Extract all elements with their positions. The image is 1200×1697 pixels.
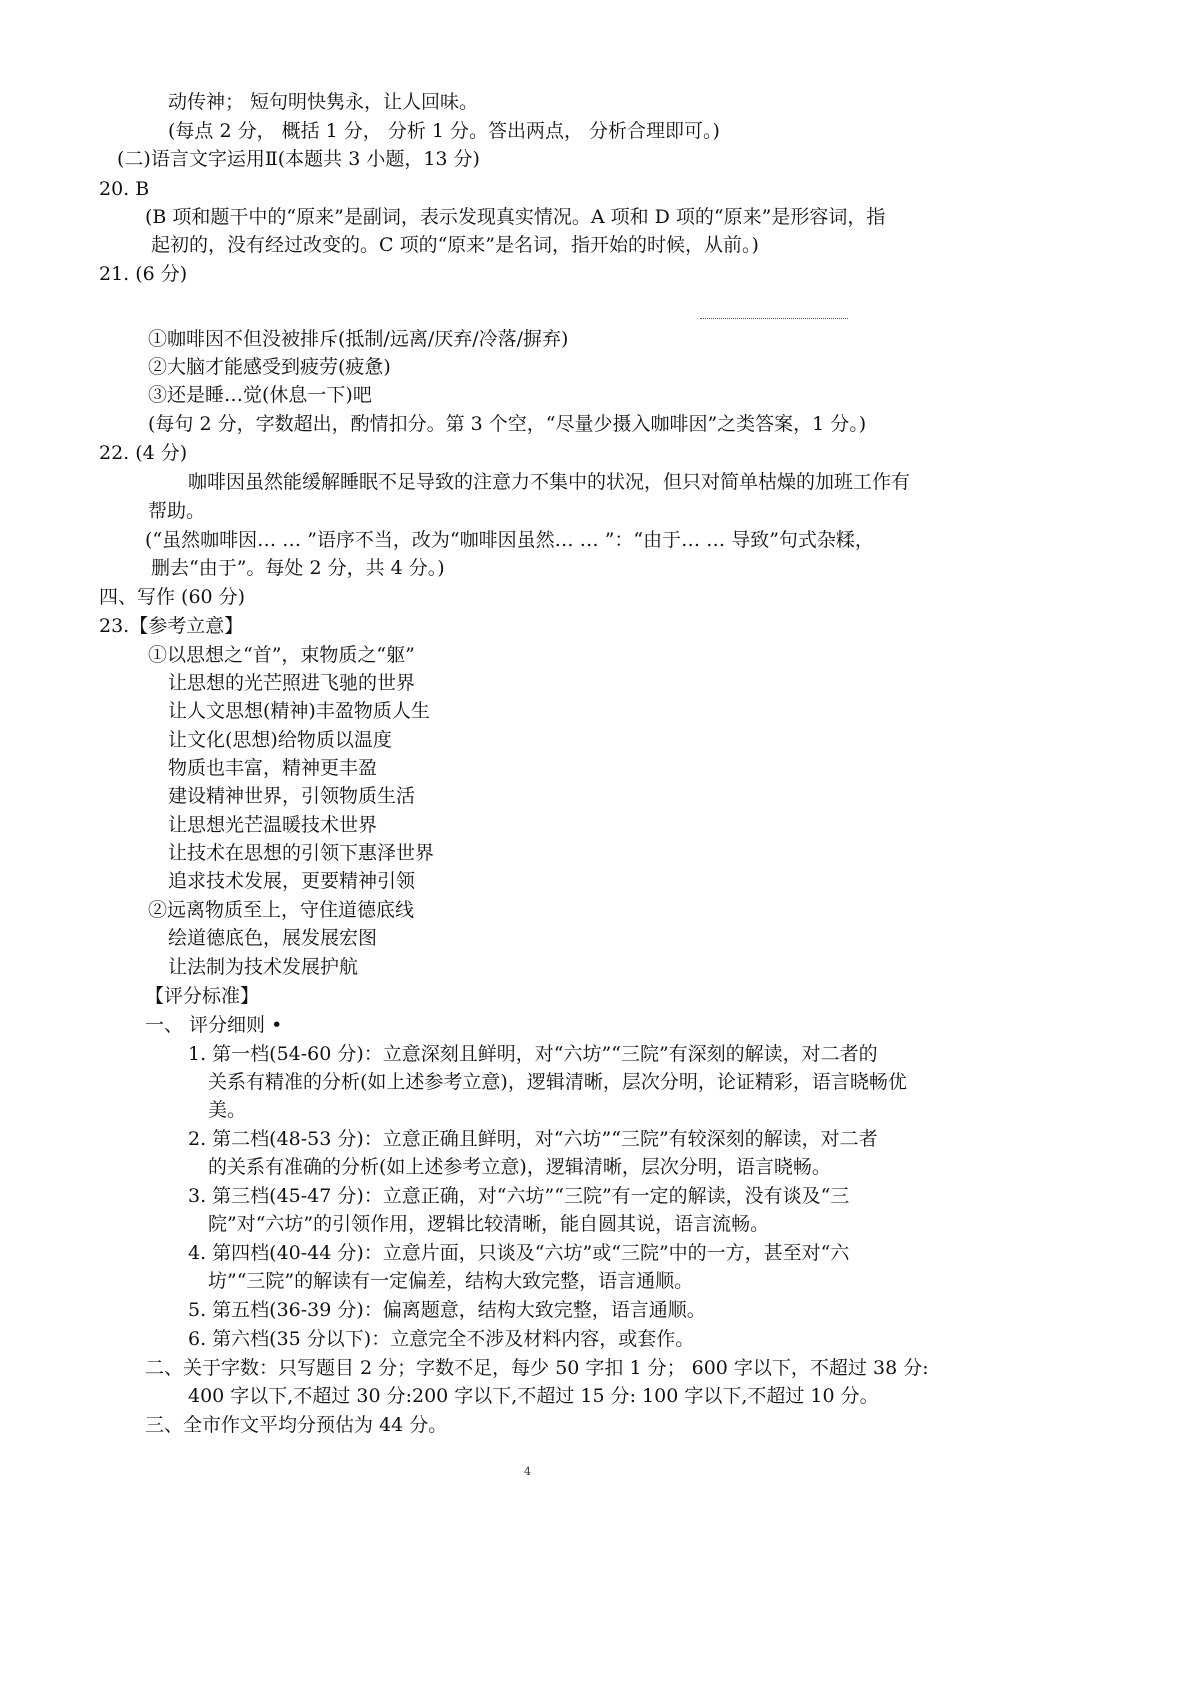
text-line: 关系有精准的分析(如上述参考立意)，逻辑清晰，层次分明，论证精彩，语言晓畅优 bbox=[208, 1071, 907, 1093]
section-heading: 四、写作 (60 分) bbox=[99, 586, 246, 608]
page-number: 4 bbox=[524, 1465, 531, 1478]
text-line: 二、关于字数：只写题目 2 分；字数不足，每少 50 字扣 1 分； 600 字以下，不超过 38 分: bbox=[145, 1357, 929, 1379]
text-line: 6. 第六档(35 分以下)：立意完全不涉及材料内容，或套作。 bbox=[188, 1328, 695, 1350]
text-line: 院”对“六坊”的引领作用，逻辑比较清晰，能自圆其说，语言流畅。 bbox=[208, 1213, 770, 1235]
question-heading: 23.【参考立意】 bbox=[99, 615, 244, 637]
text-line: 1. 第一档(54-60 分)：立意深刻且鲜明，对“六坊”“三院”有深刻的解读，对二者的 bbox=[188, 1043, 878, 1065]
text-line: (每点 2 分， 概括 1 分， 分析 1 分。答出两点， 分析合理即可。) bbox=[168, 120, 720, 142]
text-line: 3. 第三档(45-47 分)：立意正确，对“六坊”“三院”有一定的解读，没有谈及“三 bbox=[188, 1185, 850, 1207]
text-line: 绘道德底色，展发展宏图 bbox=[168, 927, 378, 949]
text-line: 让思想光芒温暖技术世界 bbox=[168, 814, 378, 836]
text-line: 动传神； 短句明快隽永，让人回味。 bbox=[168, 91, 479, 113]
section-heading: (二)语言文字运用Ⅱ(本题共 3 小题，13 分) bbox=[117, 148, 480, 170]
text-line: 起初的，没有经过改变的。C 项的“原来”是名词，指开始的时候，从前。) bbox=[151, 234, 759, 256]
text-line: 让思想的光芒照进飞驰的世界 bbox=[168, 672, 416, 694]
text-line: (每句 2 分，字数超出，酌情扣分。第 3 个空，“尽量少摄入咖啡因”之类答案，1 分。) bbox=[148, 413, 867, 435]
dotted-divider bbox=[700, 318, 848, 319]
question-answer: 20. B bbox=[99, 178, 150, 200]
text-line: 一、 评分细则 • bbox=[145, 1014, 283, 1036]
question-heading: 22. (4 分) bbox=[99, 442, 188, 464]
text-line: 4. 第四档(40-44 分)：立意片面，只谈及“六坊”或“三院”中的一方，甚至对“六 bbox=[188, 1242, 850, 1264]
text-line: 的关系有准确的分析(如上述参考立意)，逻辑清晰，层次分明，语言晓畅。 bbox=[208, 1156, 831, 1178]
text-line: 三、全市作文平均分预估为 44 分。 bbox=[145, 1414, 448, 1436]
text-line: ③还是睡…觉(休息一下)吧 bbox=[148, 384, 372, 406]
text-line: 让人文思想(精神)丰盈物质人生 bbox=[168, 700, 430, 722]
text-line: ①咖啡因不但没被排斥(抵制/远离/厌弃/冷落/摒弃) bbox=[148, 328, 569, 350]
text-line: ②远离物质至上，守住道德底线 bbox=[148, 899, 415, 921]
question-heading: 21. (6 分) bbox=[99, 263, 188, 285]
text-line: ②大脑才能感受到疲劳(疲惫) bbox=[148, 356, 391, 378]
text-line: 建设精神世界，引领物质生活 bbox=[168, 785, 416, 807]
text-line: 物质也丰富，精神更丰盈 bbox=[168, 757, 378, 779]
text-line: 追求技术发展，更要精神引领 bbox=[168, 870, 416, 892]
text-line: 400 字以下,不超过 30 分:200 字以下,不超过 15 分: 100 字以下,不超过 10 分。 bbox=[188, 1385, 879, 1407]
text-line: 坊”“三院”的解读有一定偏差，结构大致完整，语言通顺。 bbox=[208, 1270, 694, 1292]
text-line: 咖啡因虽然能缓解睡眠不足导致的注意力不集中的状况，但只对简单枯燥的加班工作有 bbox=[188, 471, 911, 493]
text-line: 删去“由于”。每处 2 分，共 4 分。) bbox=[151, 557, 445, 579]
text-line: (“虽然咖啡因… … ”语序不当，改为“咖啡因虽然… … ”：“由于… … 导致”句式杂糅， bbox=[145, 529, 874, 551]
text-line: 美。 bbox=[208, 1099, 247, 1121]
text-line: 2. 第二档(48-53 分)：立意正确且鲜明，对“六坊”“三院”有较深刻的解读，对二者 bbox=[188, 1128, 878, 1150]
text-line: ①以思想之“首”，束物质之“躯” bbox=[148, 644, 415, 666]
text-line: (B 项和题干中的“原来”是副词，表示发现真实情况。A 项和 D 项的“原来”是形容词，指 bbox=[145, 206, 886, 228]
text-line: 让技术在思想的引领下惠泽世界 bbox=[168, 842, 435, 864]
section-heading: 【评分标准】 bbox=[145, 985, 260, 1007]
text-line: 让法制为技术发展护航 bbox=[168, 956, 359, 978]
text-line: 5. 第五档(36-39 分)：偏离题意，结构大致完整，语言通顺。 bbox=[188, 1299, 706, 1321]
text-line: 帮助。 bbox=[148, 500, 206, 522]
text-line: 让文化(思想)给物质以温度 bbox=[168, 729, 392, 751]
